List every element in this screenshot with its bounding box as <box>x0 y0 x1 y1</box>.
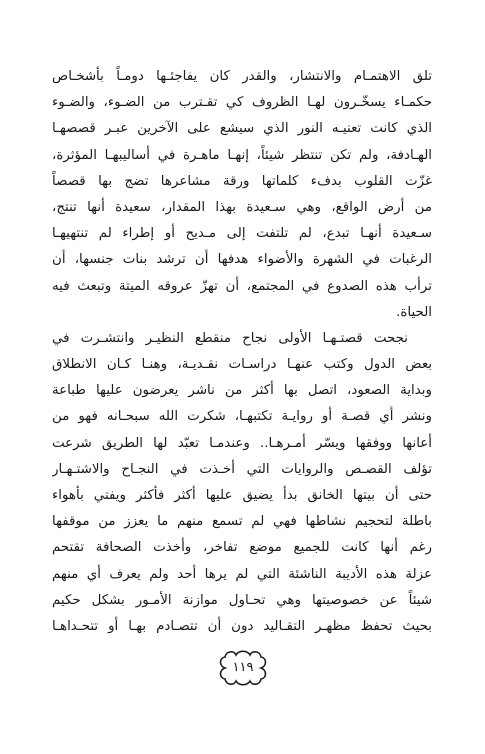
text-line: حكمـاء يسخّـرون لهـا الظروف كي تقـترب من الضـوء، والضـوء <box>52 95 432 111</box>
text-line: سـعيدة أنهـا تبدع، لم تلتفت إلى مـديح أو إطراء لم تنتهيهـا <box>52 226 432 242</box>
text-line: تؤلف القصـص والروايات التي أخـذت في النجـاح والاشتـهـار <box>52 461 432 477</box>
text-line: أعانها ووفقها ويسّر أمـرهـا.. وعندمـا تعبّد لها الطريق شرعت <box>52 435 432 451</box>
text-line: حتى أن بيتها الخانق بدأ يضيق عليها أكثر فأكثر ويفتي بأهواء <box>52 488 432 503</box>
page-number-ornament <box>211 648 275 688</box>
paragraph-1 <box>52 64 432 326</box>
text-line: رغم أنها كانت للجميع موضع تفاخر، وأخذت الصحافة تقتحم <box>52 540 432 556</box>
text-line: وبداية الصعود، اتصل بها أكثر من ناشر يعرضون عليها طباعة <box>52 383 432 399</box>
text-line: بحيث تحفظ مظهـر التقـاليد دون أن تتصـادم بهـا أو تتحـداهـا <box>52 618 432 634</box>
text-line: باطلة لتحجيم نشاطها فهي لم تسمع منهم ما يعزز من موقفها <box>52 514 432 530</box>
text-line: من أرض الواقع، وهي سـعيدة بهذا المقدار، سعيدة أنها تنتج، <box>52 199 432 215</box>
text-line: الحياة. <box>396 304 432 320</box>
text-line: الهـادفة، ولم تكن تنتظر شيئاً، إنهـا ماهـرة في أساليبهـا المؤثرة، <box>52 147 432 163</box>
paragraph-2 <box>52 326 432 640</box>
text-line: ونشر أي قصـة أو روايـة تكتبهـا، شكرت الله سبحـانه فهو من <box>52 409 432 425</box>
text-line: بعض الدول وكتب عنهـا دراسـات نقـديـة، وهنـا كـان الانطلاق <box>52 357 432 373</box>
text-line: الرغبات في الشهرة والأضواء هدفها أن ترشد بنات جنسها، أن <box>52 252 432 268</box>
text-line: نجحت قصتـهـا الأولى نجاح منقطع النظيـر وانتشـرت في <box>52 330 408 346</box>
text-line: تلق الاهتمـام والانتشار، والقدر كان يفاجئـها دومـاً بأشخـاص <box>52 69 432 84</box>
body-text <box>52 64 432 640</box>
text-line: عزلة هذه الأديبة الناشئة التي لم يرها أحد ولم يعرف أي منهم <box>52 566 432 582</box>
page-number: ١١٩ <box>232 660 254 675</box>
text-line: الذي كانت تعنيـه النور الذي سيشع على الآخرين عبـر قصصهـا <box>52 121 432 137</box>
text-line: غزّت القلوب بدفء كلماتها ورقة مشاعرها تضج بها قصصاً <box>52 173 432 189</box>
text-line: شيئاً عن خصوصيتها وهي تحـاول موازنة الأمـور بشكل حكيم <box>52 592 432 608</box>
text-line: ترأب هذه الصدوع في المجتمع، أن تهزّ عروقه الميتة وتبعث فيه <box>52 278 432 294</box>
